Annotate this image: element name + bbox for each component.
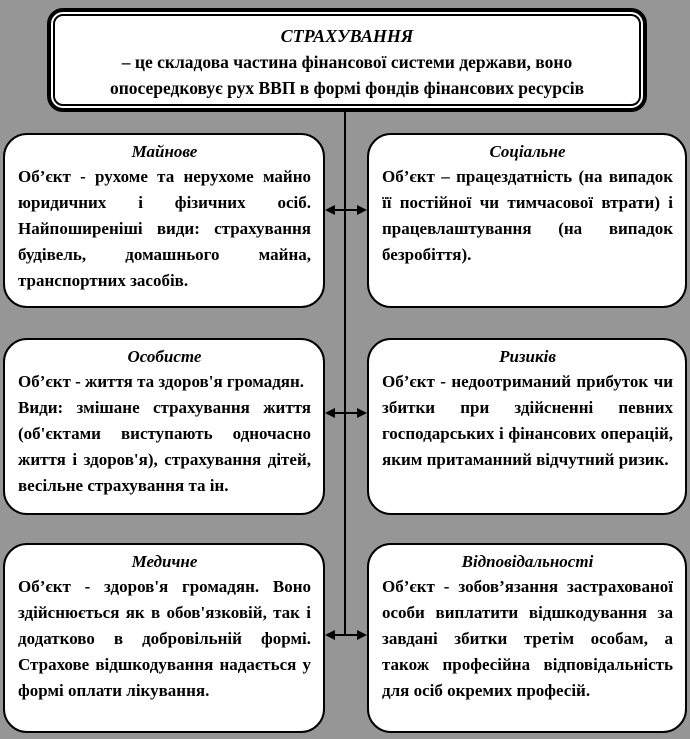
connector-arrow-row2 bbox=[325, 407, 367, 419]
box-osobyste bbox=[3, 338, 325, 515]
header-description: – це складова частина фінансової системи держави, воно опосередковує рух ВВП в формі фондів фінансових ресурсів bbox=[109, 52, 585, 98]
arrowhead-left-icon bbox=[325, 205, 335, 215]
header-box bbox=[47, 8, 647, 112]
box-ryzykiv bbox=[367, 338, 687, 515]
connector-vertical-line bbox=[344, 112, 346, 636]
box-text: Об’єкт – працездатність (на випадок її постійної чи тимчасової втрати) і працевлаштування (на випадок безробіття). bbox=[382, 167, 673, 264]
box-title: Медичне bbox=[131, 552, 198, 571]
connector-arrow-row1 bbox=[325, 204, 367, 216]
header-title: СТРАХУВАННЯ bbox=[280, 26, 414, 46]
box-text: Об’єкт - здоров'я громадян. Воно здійснюється як в обов'язковій, так і додатково в добровільній формі. Страхове відшкодування надається у формі оплати лікування. bbox=[18, 577, 311, 700]
arrowhead-right-icon bbox=[357, 408, 367, 418]
arrow-line bbox=[335, 412, 357, 414]
box-title: Особисте bbox=[127, 347, 202, 366]
arrowhead-right-icon bbox=[357, 205, 367, 215]
arrow-line bbox=[335, 634, 357, 636]
box-title: Майнове bbox=[131, 142, 198, 161]
arrowhead-left-icon bbox=[325, 408, 335, 418]
box-title: Ризиків bbox=[499, 347, 556, 366]
header-box-inner bbox=[53, 14, 641, 106]
connector-arrow-row3 bbox=[325, 629, 367, 641]
box-title: Соціальне bbox=[489, 142, 566, 161]
box-text: Види: змішане страхування життя (об'єктами виступають одночасно життя і здоров'я), страхування дітей, весільне страхування та ін. bbox=[18, 398, 311, 495]
box-medychne bbox=[3, 543, 325, 733]
box-text: Об’єкт - рухоме та нерухоме майно юридичних і фізичних осіб. Найпоширеніші види: страхування будівель, домашнього майна, транспортних засобів. bbox=[18, 167, 311, 290]
box-socialne bbox=[367, 133, 687, 308]
box-text: Об’єкт - життя та здоров'я громадян. bbox=[18, 372, 305, 391]
box-title: Відповідальності bbox=[461, 552, 594, 571]
box-majnove bbox=[3, 133, 325, 308]
arrowhead-right-icon bbox=[357, 630, 367, 640]
arrow-line bbox=[335, 209, 357, 211]
box-text: Об’єкт - зобов’язання застрахованої особи виплатити відшкодування за завдані збитки третім особам, а також професійна відповідальність для осіб окремих професій. bbox=[382, 577, 673, 700]
box-vidpovidalnosti bbox=[367, 543, 687, 733]
arrowhead-left-icon bbox=[325, 630, 335, 640]
box-text: Об’єкт - недоотриманий прибуток чи збитки при здійсненні певних господарських і фінансових операцій, яким притаманний відчутний ризик. bbox=[382, 372, 673, 469]
